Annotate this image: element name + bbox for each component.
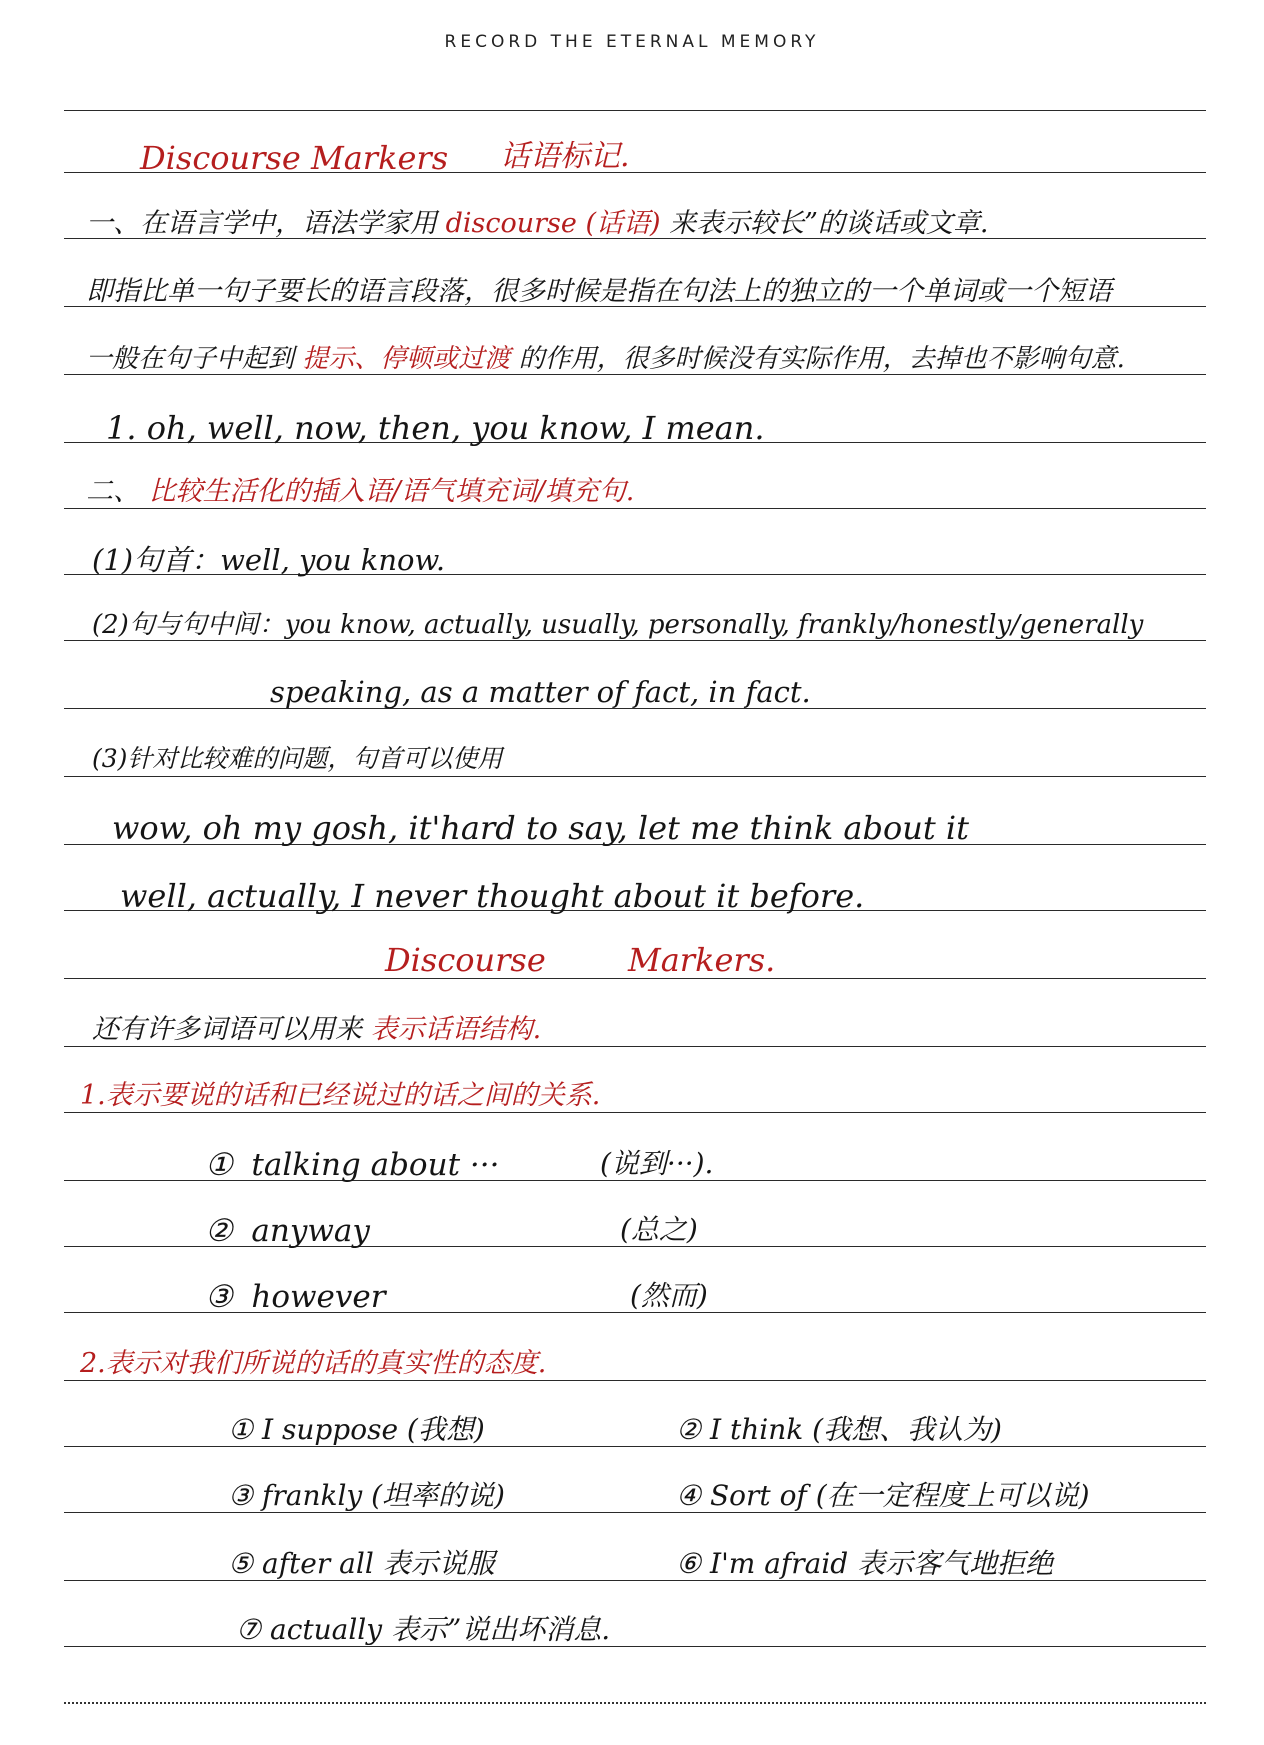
- group1-item: ② anyway: [205, 1213, 370, 1249]
- section1-line2: 即指比单一句子要长的语言段落，很多时候是指在句法上的独立的一个单词或一个短语: [86, 276, 1112, 307]
- group2-item-right: ⑥ I'm afraid 表示客气地拒绝: [676, 1547, 1054, 1580]
- ruled-line: [64, 776, 1206, 777]
- group1-item: ③ however: [205, 1279, 386, 1315]
- group2-item-left: ① I suppose (我想): [228, 1413, 485, 1446]
- group2-item-right: ② I think (我想、我认为): [676, 1413, 1002, 1446]
- ruled-line: [64, 1512, 1206, 1513]
- section2-item3-example1: wow, oh my gosh, it'hard to say, let me think about it: [112, 809, 969, 847]
- ruled-line: [64, 374, 1206, 375]
- section3-group2-heading: 2.表示对我们所说的话的真实性的态度.: [80, 1348, 547, 1379]
- group1-item: ① talking about ···: [205, 1147, 500, 1183]
- section2-item2: (2)句与句中间：you know, actually, usually, personally, frankly/honestly/generally: [92, 610, 1144, 640]
- section2-item3-example2: well, actually, I never thought about it before.: [120, 877, 865, 915]
- page-header: RECORD THE ETERNAL MEMORY: [444, 32, 820, 52]
- section1-line1: 一、在语言学中，语法学家用 discourse (话语) 来表示较长”的谈话或文章.: [86, 208, 989, 239]
- section2-heading: 二、 比较生活化的插入语/语气填充词/填充句.: [86, 476, 635, 507]
- section2-item3: (3)针对比较难的问题，句首可以使用: [92, 744, 503, 773]
- ruled-line: [64, 508, 1206, 509]
- ruled-line: [64, 1380, 1206, 1381]
- group1-item-zh: (说到···).: [600, 1147, 714, 1180]
- ruled-line: [64, 1446, 1206, 1447]
- ruled-line: [64, 110, 1206, 111]
- section1-examples: 1. oh, well, now, then, you know, I mean.: [106, 409, 765, 447]
- group2-item-left: ③ frankly (坦率的说): [228, 1479, 505, 1512]
- group2-item-left: ⑤ after all 表示说服: [228, 1547, 495, 1580]
- ruled-line: [64, 1580, 1206, 1581]
- section1-line3: 一般在句子中起到 提示、停顿或过渡 的作用，很多时候没有实际作用，去掉也不影响句意.: [86, 344, 1125, 374]
- ruled-line: [64, 1046, 1206, 1047]
- ruled-line: [64, 1646, 1206, 1647]
- page-title-zh: 话语标记.: [500, 139, 630, 174]
- subtitle: Discourse Markers.: [385, 941, 776, 979]
- section3-group1-heading: 1.表示要说的话和已经说过的话之间的关系.: [80, 1080, 601, 1111]
- ruled-line: [64, 1112, 1206, 1113]
- group1-item-zh: (总之): [620, 1213, 698, 1246]
- section3-intro: 还有许多词语可以用来 表示话语结构.: [92, 1014, 542, 1045]
- title-en: Discourse Markers: [140, 139, 449, 177]
- page-title: [140, 139, 449, 177]
- ruled-line: [64, 640, 1206, 641]
- section2-item2-cont: speaking, as a matter of fact, in fact.: [270, 675, 811, 709]
- ruled-line-bottom: [64, 1702, 1206, 1704]
- group2-item-right: ④ Sort of (在一定程度上可以说): [676, 1479, 1090, 1512]
- group1-item-zh: (然而): [630, 1279, 708, 1312]
- section2-item1: (1)句首：well, you know.: [92, 543, 446, 577]
- group2-item-left: ⑦ actually 表示”说出坏消息.: [236, 1613, 611, 1646]
